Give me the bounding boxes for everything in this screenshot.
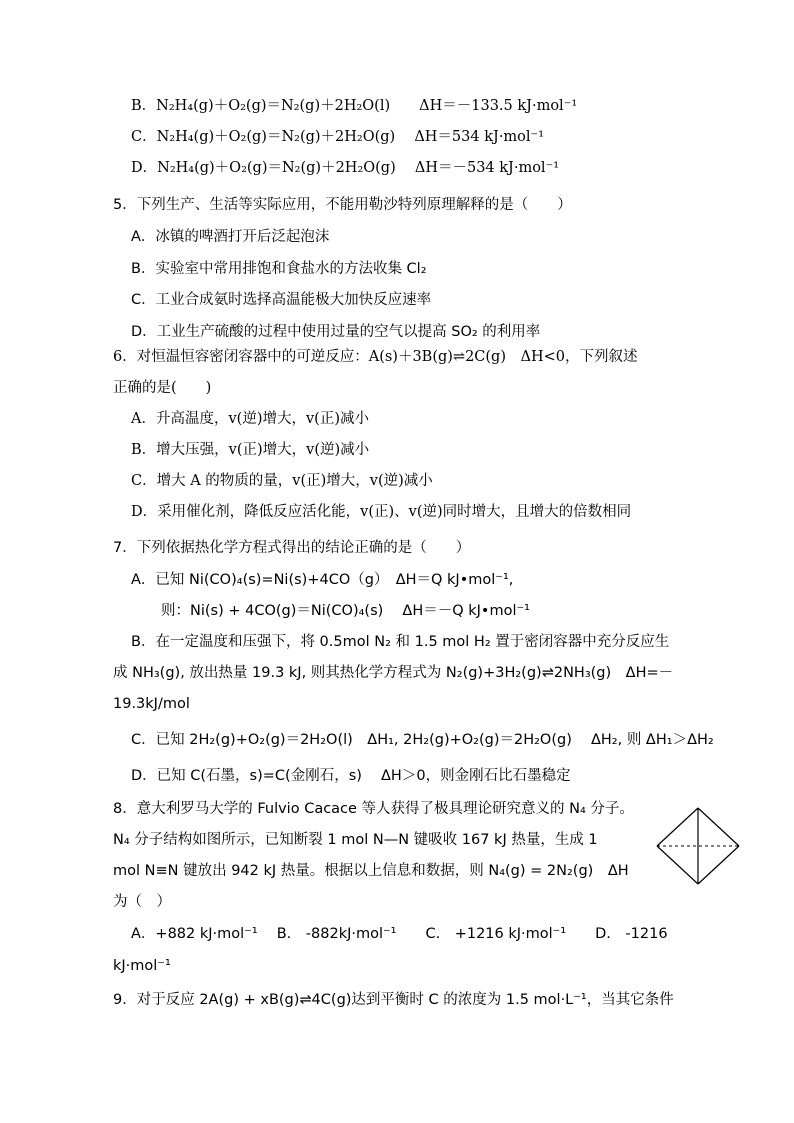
q6-stem-line1: 6．对恒温恒容密闭容器中的可逆反应：A(s)＋3B(g)⇌2C(g) ΔH<0，下列叙述: [113, 349, 638, 365]
q5-option-b: B．实验室中常用排饱和食盐水的方法收集 Cl₂: [131, 261, 427, 277]
n4-tetrahedron-diagram: [655, 806, 741, 886]
q6-option-c: C．增大 A 的物质的量，v(正)增大，v(逆)减小: [131, 473, 433, 489]
q9-stem: 9．对于反应 2A(g) + xB(g)⇌4C(g)达到平衡时 C 的浓度为 1.5 mol·L⁻¹，当其它条件: [113, 992, 674, 1008]
q7-option-c: C．已知 2H₂(g)+O₂(g)＝2H₂O(l) ΔH₁, 2H₂(g)+O₂(g)＝2H₂O(g) ΔH₂, 则 ΔH₁＞ΔH₂: [131, 732, 714, 748]
q8-options: A．+882 kJ·mol⁻¹ B. -882kJ·mol⁻¹ C. +1216 kJ·mol⁻¹ D. -1216: [131, 926, 668, 942]
q8-stem-line4: 为（ ）: [113, 894, 171, 910]
q5-option-d: D．工业生产硫酸的过程中使用过量的空气以提高 SO₂ 的利用率: [131, 324, 541, 340]
q5-option-c: C．工业合成氨时选择高温能极大加快反应速率: [131, 292, 432, 308]
q7-option-a-cont: 则：Ni(s) + 4CO(g)＝Ni(CO)₄(s) ΔH＝－Q kJ•mol⁻¹: [161, 603, 530, 619]
q7-stem: 7．下列依据热化学方程式得出的结论正确的是（ ）: [113, 540, 471, 556]
edge-top-left: [657, 808, 698, 846]
q5-option-a: A．冰镇的啤酒打开后泛起泡沫: [131, 229, 330, 245]
q6-option-a: A．升高温度，v(逆)增大，v(正)减小: [131, 411, 369, 427]
q6-option-d: D．采用催化剂，降低反应活化能，v(正)、v(逆)同时增大，且增大的倍数相同: [131, 504, 632, 520]
edge-right-bottom: [698, 846, 739, 884]
q7-option-b-cont2: 19.3kJ/mol: [113, 696, 190, 712]
q7-option-b: B．在一定温度和压强下，将 0.5mol N₂ 和 1.5 mol H₂ 置于密闭容器中充分反应生: [131, 634, 670, 650]
q4-option-d: D．N₂H₄(g)＋O₂(g)＝N₂(g)＋2H₂O(g) ΔH＝－534 kJ·mol⁻¹: [131, 160, 560, 176]
q7-option-a: A．已知 Ni(CO)₄(s)=Ni(s)+4CO（g） ΔH＝Q kJ•mol⁻¹,: [131, 572, 514, 588]
q8-stem-line2: N₄ 分子结构如图所示，已知断裂 1 mol N—N 键吸收 167 kJ 热量，生成 1: [113, 832, 598, 848]
edge-left-bottom: [657, 846, 698, 884]
q8-options-cont: kJ·mol⁻¹: [113, 958, 171, 974]
q8-stem-line1: 8．意大利罗马大学的 Fulvio Cacace 等人获得了极具理论研究意义的 N₄ 分子。: [113, 801, 634, 817]
edge-top-right: [698, 808, 739, 846]
q5-stem: 5．下列生产、生活等实际应用，不能用勒沙特列原理解释的是（ ）: [113, 197, 572, 213]
q8-stem-line3: mol N≡N 键放出 942 kJ 热量。根据以上信息和数据，则 N₄(g) = 2N₂(g) ΔH: [113, 863, 629, 879]
q6-stem-line2: 正确的是( ): [113, 380, 212, 396]
q7-option-d: D．已知 C(石墨，s)=C(金刚石，s) ΔH＞0，则金刚石比石墨稳定: [131, 768, 571, 784]
q7-option-b-cont1: 成 NH₃(g), 放出热量 19.3 kJ, 则其热化学方程式为 N₂(g)+3H₂(g)⇌2NH₃(g) ΔH=－: [113, 665, 674, 681]
q6-option-b: B．增大压强，v(正)增大，v(逆)减小: [131, 442, 370, 458]
q4-option-c: C．N₂H₄(g)＋O₂(g)＝N₂(g)＋2H₂O(g) ΔH＝534 kJ·mol⁻¹: [131, 129, 545, 145]
q4-option-b: B．N₂H₄(g)＋O₂(g)＝N₂(g)＋2H₂O(l) ΔH＝－133.5 kJ·mol⁻¹: [131, 98, 578, 114]
